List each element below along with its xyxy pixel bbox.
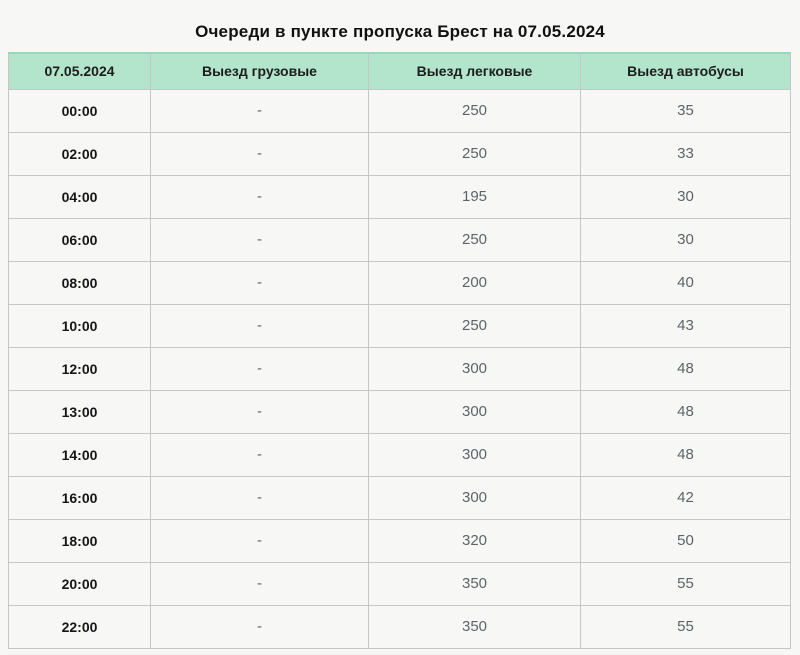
table-row bbox=[9, 562, 791, 605]
time-cell: 00:00 bbox=[9, 89, 151, 132]
value-cell: 43 bbox=[581, 304, 791, 347]
time-cell: 18:00 bbox=[9, 519, 151, 562]
time-cell: 16:00 bbox=[9, 476, 151, 519]
value-cell: 250 bbox=[369, 89, 581, 132]
value-cell: 48 bbox=[581, 390, 791, 433]
value-cell: - bbox=[151, 562, 369, 605]
value-cell: 300 bbox=[369, 347, 581, 390]
value-cell: 320 bbox=[369, 519, 581, 562]
value-cell: - bbox=[151, 89, 369, 132]
value-cell: 50 bbox=[581, 519, 791, 562]
value-cell: - bbox=[151, 519, 369, 562]
table-row bbox=[9, 175, 791, 218]
time-cell: 22:00 bbox=[9, 605, 151, 648]
time-cell: 12:00 bbox=[9, 347, 151, 390]
value-cell: 33 bbox=[581, 132, 791, 175]
table-row bbox=[9, 605, 791, 648]
table-row bbox=[9, 218, 791, 261]
table-row bbox=[9, 304, 791, 347]
column-header: Выезд автобусы bbox=[581, 53, 791, 89]
time-cell: 06:00 bbox=[9, 218, 151, 261]
value-cell: 55 bbox=[581, 562, 791, 605]
column-header: 07.05.2024 bbox=[9, 53, 151, 89]
value-cell: 35 bbox=[581, 89, 791, 132]
time-cell: 04:00 bbox=[9, 175, 151, 218]
value-cell: - bbox=[151, 433, 369, 476]
table-row bbox=[9, 519, 791, 562]
value-cell: 250 bbox=[369, 132, 581, 175]
value-cell: 195 bbox=[369, 175, 581, 218]
value-cell: - bbox=[151, 605, 369, 648]
value-cell: - bbox=[151, 390, 369, 433]
value-cell: 30 bbox=[581, 175, 791, 218]
column-header: Выезд грузовые bbox=[151, 53, 369, 89]
table-row bbox=[9, 89, 791, 132]
value-cell: - bbox=[151, 304, 369, 347]
time-cell: 14:00 bbox=[9, 433, 151, 476]
page-title: Очереди в пункте пропуска Брест на 07.05.2024 bbox=[195, 22, 605, 41]
value-cell: 40 bbox=[581, 261, 791, 304]
value-cell: - bbox=[151, 175, 369, 218]
value-cell: 55 bbox=[581, 605, 791, 648]
time-cell: 13:00 bbox=[9, 390, 151, 433]
value-cell: 30 bbox=[581, 218, 791, 261]
table-body bbox=[9, 89, 791, 648]
time-cell: 02:00 bbox=[9, 132, 151, 175]
value-cell: - bbox=[151, 218, 369, 261]
value-cell: 48 bbox=[581, 347, 791, 390]
value-cell: - bbox=[151, 132, 369, 175]
value-cell: - bbox=[151, 476, 369, 519]
value-cell: 48 bbox=[581, 433, 791, 476]
value-cell: 42 bbox=[581, 476, 791, 519]
time-cell: 08:00 bbox=[9, 261, 151, 304]
value-cell: 350 bbox=[369, 562, 581, 605]
value-cell: 300 bbox=[369, 476, 581, 519]
table-row bbox=[9, 390, 791, 433]
table-row bbox=[9, 433, 791, 476]
table-row bbox=[9, 476, 791, 519]
table-row bbox=[9, 347, 791, 390]
value-cell: 250 bbox=[369, 218, 581, 261]
value-cell: 300 bbox=[369, 433, 581, 476]
table-row bbox=[9, 132, 791, 175]
time-cell: 10:00 bbox=[9, 304, 151, 347]
table-header-row bbox=[9, 53, 791, 89]
value-cell: 200 bbox=[369, 261, 581, 304]
table-row bbox=[9, 261, 791, 304]
column-header: Выезд легковые bbox=[369, 53, 581, 89]
time-cell: 20:00 bbox=[9, 562, 151, 605]
value-cell: - bbox=[151, 261, 369, 304]
value-cell: 250 bbox=[369, 304, 581, 347]
queue-table bbox=[8, 52, 791, 649]
value-cell: - bbox=[151, 347, 369, 390]
value-cell: 300 bbox=[369, 390, 581, 433]
value-cell: 350 bbox=[369, 605, 581, 648]
